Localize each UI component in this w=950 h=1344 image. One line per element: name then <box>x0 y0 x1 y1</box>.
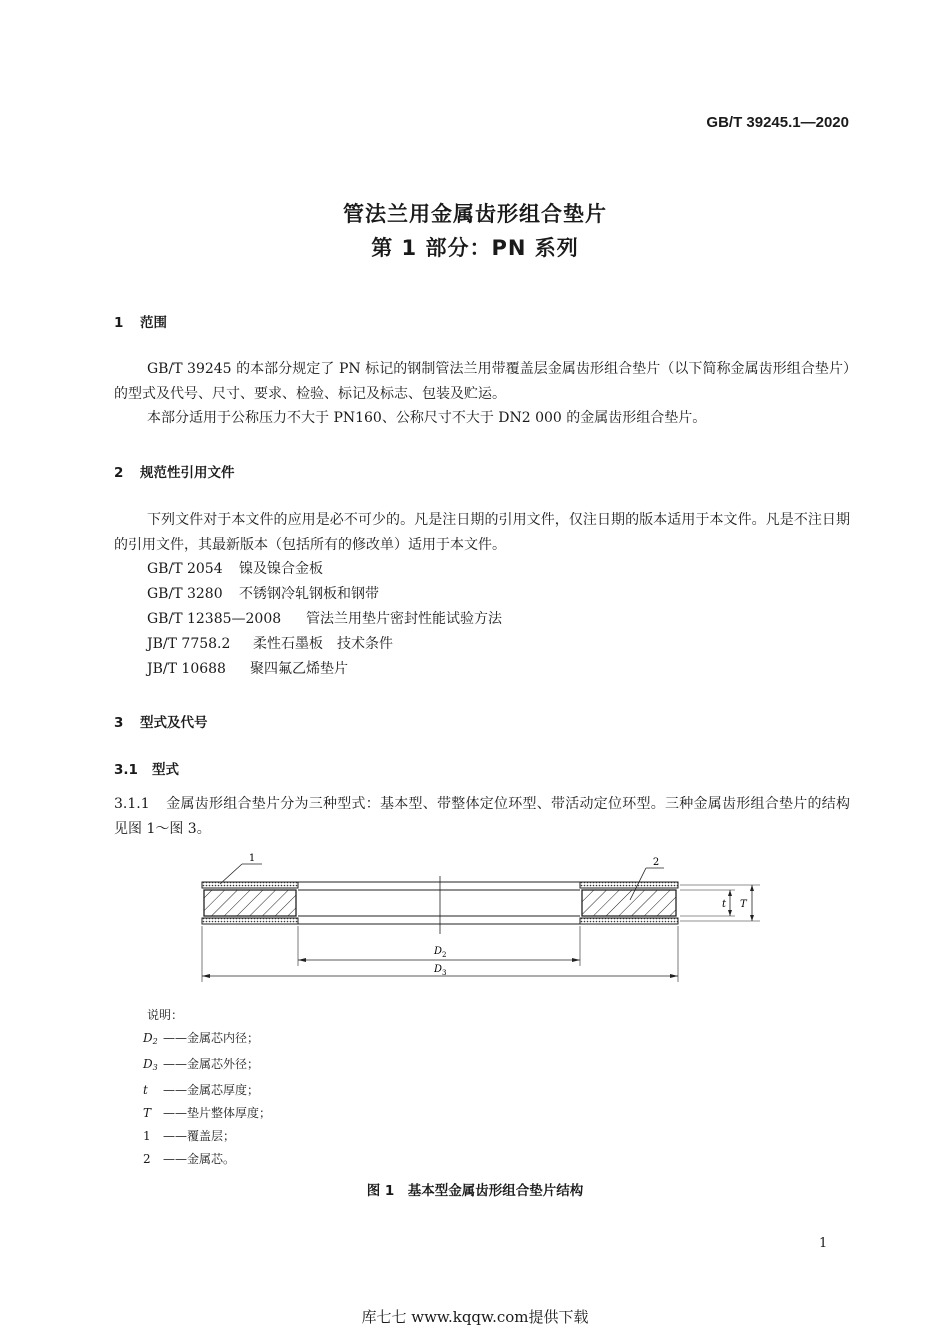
reference-title: 不锈钢冷轧钢板和钢带 <box>239 586 379 602</box>
section-number: 1 <box>114 315 124 331</box>
right-bottom-cover-layer <box>580 918 678 924</box>
figure-1-caption: 图 1 基本型金属齿形组合垫片结构 <box>366 1183 584 1199</box>
document-subtitle: 第 1 部分：PN 系列 <box>371 236 579 260</box>
reference-title: 柔性石墨板 技术条件 <box>253 636 393 652</box>
legend-item <box>143 1102 271 1125</box>
callout-1-label: 1 <box>248 853 256 864</box>
section-3-heading <box>114 711 208 731</box>
legend-symbol: D3 <box>143 1057 158 1072</box>
legend-item <box>143 1148 271 1171</box>
right-metal-core <box>582 890 676 916</box>
dimension-t-label: t <box>722 899 727 910</box>
legend-text: ——金属芯外径； <box>163 1057 260 1071</box>
section-title: 范围 <box>140 315 167 331</box>
reference-item <box>147 658 348 678</box>
reference-title: 管法兰用垫片密封性能试验方法 <box>306 611 502 627</box>
section-title: 型式 <box>152 762 179 778</box>
page-number: 1 <box>819 1236 828 1251</box>
document-title: 管法兰用金属齿形组合垫片 <box>343 202 607 226</box>
standard-code: GB/T 39245.1—2020 <box>706 114 849 131</box>
dimension-D2-label: $D_2$ <box>434 946 447 959</box>
normative-references-paragraph: 下列文件对于本文件的应用是必不可少的。凡是注日期的引用文件，仅注日期的版本适用于本文件。凡是不注日期的引用文件，其最新版本（包括所有的修改单）适用于本文件。 <box>114 512 850 553</box>
reference-code: GB/T 3280 <box>147 586 223 602</box>
callout-2-label: 2 <box>652 857 660 868</box>
section-title: 规范性引用文件 <box>140 465 235 481</box>
legend-item <box>143 1125 271 1148</box>
legend-title: 说明： <box>147 1008 184 1022</box>
legend-item <box>143 1027 271 1053</box>
scope-paragraph-2: 本部分适用于公称压力不大于 PN160、公称尺寸不大于 DN2 000 的金属齿形组合垫片。 <box>147 410 707 426</box>
legend-item <box>143 1053 271 1079</box>
dimension-D3-label: $D_3$ <box>434 964 447 977</box>
section-2-heading <box>114 461 235 481</box>
left-metal-core <box>204 890 296 916</box>
clause-text: 金属齿形组合垫片分为三种型式：基本型、带整体定位环型、带活动定位环型。三种金属齿形组合垫片的结构见图 1～图 3。 <box>114 796 850 837</box>
left-top-cover-layer <box>202 882 298 888</box>
reference-code: GB/T 2054 <box>147 561 223 577</box>
reference-code: JB/T 10688 <box>147 661 226 677</box>
reference-item <box>147 558 323 578</box>
reference-title: 聚四氟乙烯垫片 <box>250 661 348 677</box>
reference-code: GB/T 12385—2008 <box>147 611 282 627</box>
legend-symbol: t <box>143 1083 148 1097</box>
legend-symbol: 1 <box>143 1129 151 1143</box>
legend-text: ——金属芯厚度； <box>163 1083 260 1097</box>
legend-item <box>143 1079 271 1102</box>
download-footer: 库七七 www.kqqw.com提供下载 <box>361 1308 589 1326</box>
figure-1-drawing <box>190 848 770 984</box>
section-3-1-heading <box>114 758 179 778</box>
legend-symbol: 2 <box>143 1152 151 1166</box>
section-1-heading <box>114 311 167 331</box>
clause-3-1-1 <box>114 792 850 842</box>
legend-symbol: D2 <box>143 1031 158 1046</box>
reference-title: 镍及镍合金板 <box>239 561 323 577</box>
scope-paragraph-1: GB/T 39245 的本部分规定了 PN 标记的钢制管法兰用带覆盖层金属齿形组合垫片（以下简称金属齿形组合垫片）的型式及代号、尺寸、要求、检验、标记及标志、包装及贮运。 <box>114 361 850 402</box>
figure-legend <box>143 1004 271 1171</box>
clause-number: 3.1.1 <box>114 796 150 812</box>
legend-text: ——覆盖层； <box>163 1129 236 1143</box>
section-number: 2 <box>114 465 124 481</box>
right-top-cover-layer <box>580 882 678 888</box>
section-title: 型式及代号 <box>140 715 208 731</box>
reference-code: JB/T 7758.2 <box>147 636 231 652</box>
dimension-T-label: T <box>740 899 747 910</box>
legend-text: ——金属芯。 <box>163 1152 236 1166</box>
legend-text: ——金属芯内径； <box>163 1031 260 1045</box>
legend-symbol: T <box>143 1106 152 1120</box>
legend-text: ——垫片整体厚度； <box>163 1106 272 1120</box>
reference-item <box>147 633 393 653</box>
reference-item <box>147 583 379 603</box>
reference-item <box>147 608 502 628</box>
left-bottom-cover-layer <box>202 918 298 924</box>
section-number: 3.1 <box>114 762 138 778</box>
section-number: 3 <box>114 715 124 731</box>
